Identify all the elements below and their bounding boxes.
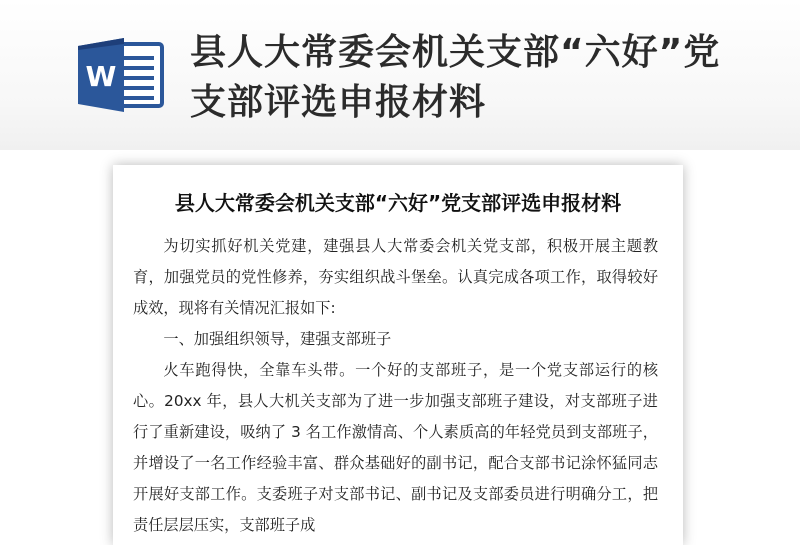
- word-icon-letter: W: [85, 60, 117, 93]
- document-paragraph: 火车跑得快，全靠车头带。一个好的支部班子，是一个党支部运行的核心。20xx 年，县人大机关支部为了进一步加强支部班子建设，对支部班子进行了重新建设，吸纳了 3 名工作激情高、个人素质高的年轻党员到支部班子，并增设了一名工作经验丰富、群众基础好的副书记，配合支部书记涂怀猛同志开展好支部工作。支委班子对支部书记、副书记及支部委员进行明确分工，把责任层层压实，支部班子成: [133, 361, 658, 534]
- header-banner: [0, 0, 800, 150]
- document-section-heading: 一、加强组织领导，建强支部班子: [163, 330, 392, 348]
- document-paragraph: 为切实抓好机关党建，建强县人大常委会机关党支部，积极开展主题教育，加强党员的党性修养，夯实组织战斗堡垒。认真完成各项工作，取得较好成效，现将有关情况汇报如下:: [133, 237, 658, 317]
- word-icon: [76, 36, 166, 114]
- document-page: [113, 165, 683, 545]
- document-body: [133, 231, 658, 541]
- page-title: 县人大常委会机关支部“六好”党支部评选申报材料: [190, 32, 721, 123]
- document-title: 县人大常委会机关支部“六好”党支部评选申报材料: [174, 191, 622, 215]
